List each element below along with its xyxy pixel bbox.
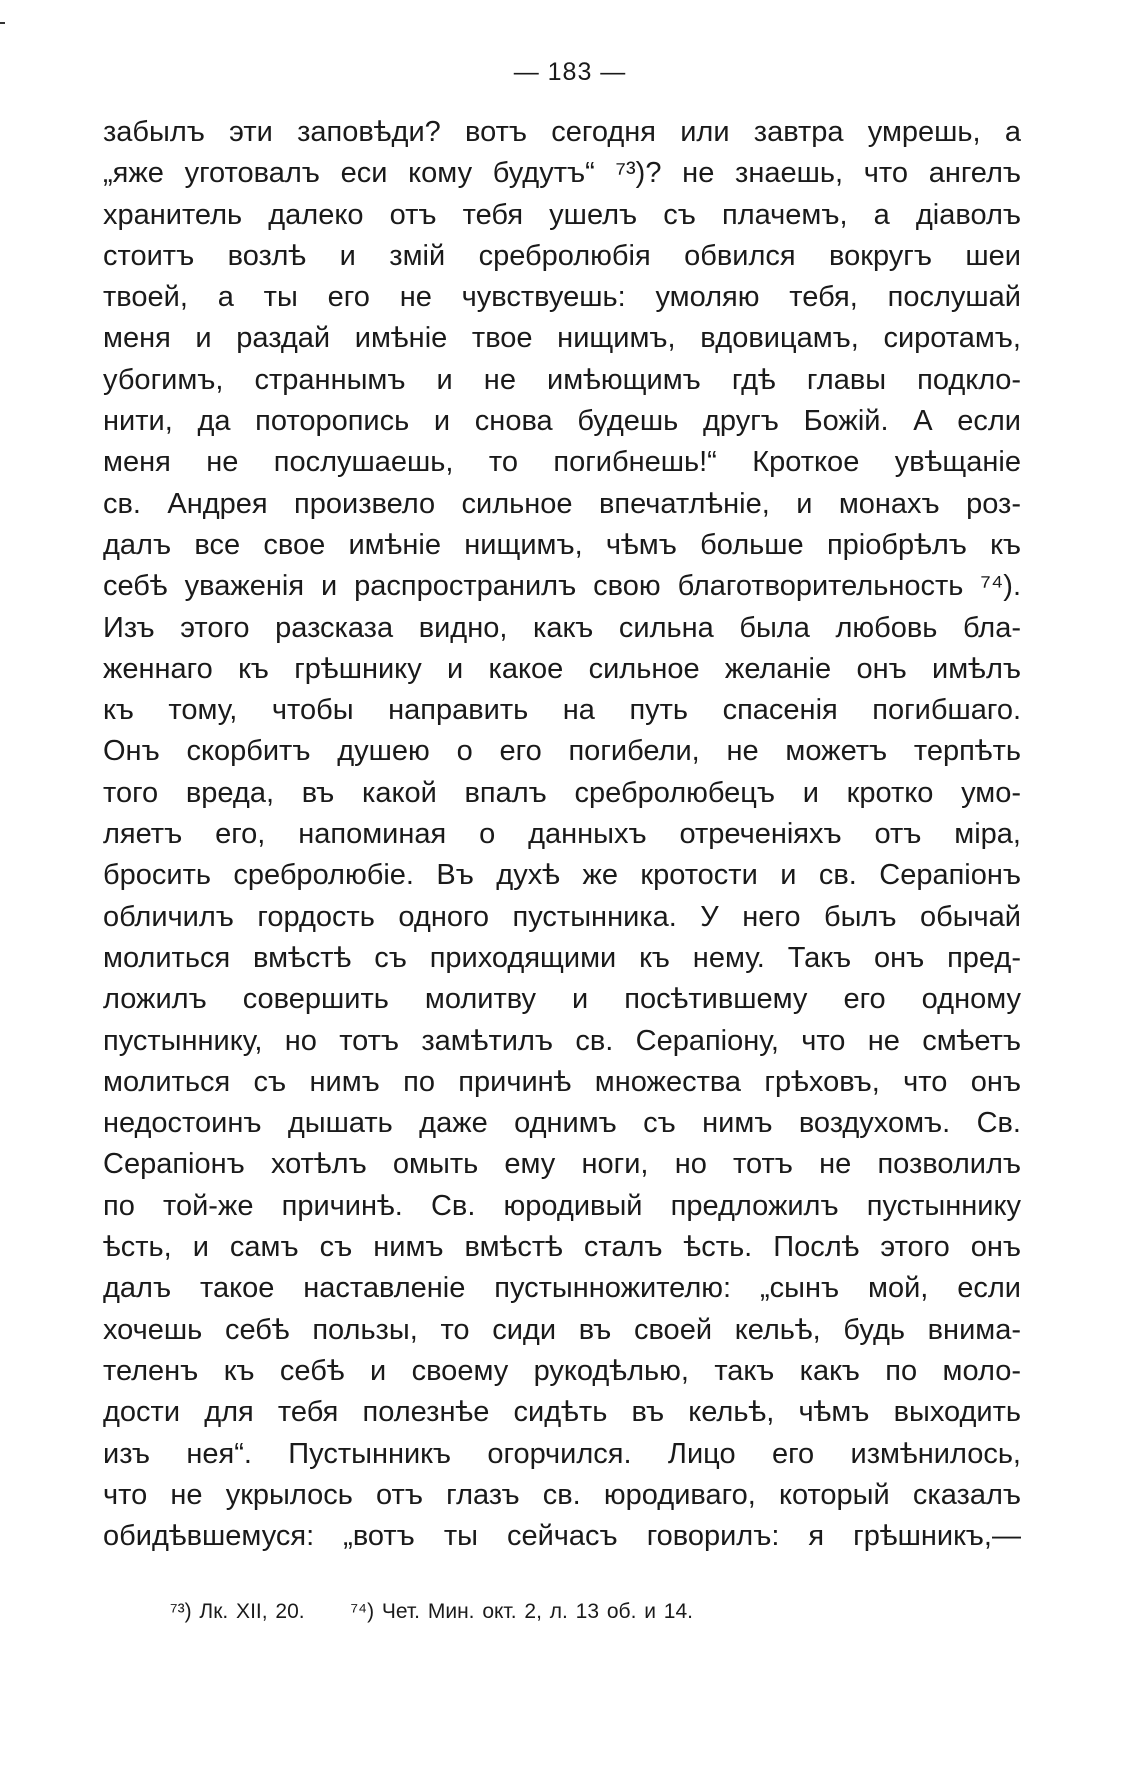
page-number: — 183 — <box>513 58 627 86</box>
text-line: „яже уготовалъ еси кому будутъ“ ⁷³)? не знаешь, что ангелъ <box>103 157 1021 190</box>
text-line: хочешь себѣ пользы, то сиди въ своей кельѣ, будь внима- <box>103 1313 1021 1346</box>
text-line: молиться съ нимъ по причинѣ множества грѣховъ, что онъ <box>103 1065 1021 1098</box>
text-line: себѣ уваженія и распространилъ свою благотворительность ⁷⁴). <box>103 570 1021 603</box>
text-line: убогимъ, страннымъ и не имѣющимъ гдѣ главы подклo- <box>103 363 1021 396</box>
text-line: Онъ скорбитъ душею о его погибели, не можетъ терпѣть <box>103 735 1021 768</box>
footnote-74: ⁷⁴) Чет. Мин. окт. 2, л. 13 об. и 14. <box>350 1600 693 1623</box>
text-line: далъ все свое имѣніе нищимъ, чѣмъ больше пріобрѣлъ къ <box>103 528 1021 561</box>
text-line: дости для тебя полезнѣе сидѣть въ кельѣ, чѣмъ выходить <box>103 1396 1021 1429</box>
text-line: меня и раздай имѣніе твое нищимъ, вдовицамъ, сиротамъ, <box>103 322 1021 355</box>
text-line: Серапіонъ хотѣлъ омыть ему ноги, но тотъ не позволилъ <box>103 1148 1021 1181</box>
text-line: къ тому, чтобы направить на путь спасенія погибшаго. <box>103 694 1021 727</box>
text-line: изъ нея“. Пустынникъ огорчился. Лицо его измѣнилось, <box>103 1437 1021 1470</box>
text-line: стоитъ возлѣ и змій сребролюбія обвился вокругъ шеи <box>103 239 1021 272</box>
text-line: св. Андрея произвело сильное впечатлѣніе, и монахъ роз- <box>103 487 1021 520</box>
text-line: Изъ этого разсказа видно, какъ сильна была любовь бла- <box>103 611 1021 644</box>
text-line: ляетъ его, напоминая о данныхъ отреченіяхъ отъ міра, <box>103 818 1021 851</box>
text-line: бросить сребролюбіе. Въ духѣ же кротости и св. Серапіонъ <box>103 859 1021 892</box>
text-line: женнаго къ грѣшнику и какое сильное желаніе онъ имѣлъ <box>103 652 1021 685</box>
scan-edge-mark <box>0 22 5 24</box>
text-line: молиться вмѣстѣ съ приходящими къ нему. Такъ онъ пред- <box>103 941 1021 974</box>
footnote-73: ⁷³) Лк. XII, 20. <box>170 1600 305 1623</box>
text-line: ложилъ совершить молитву и посѣтившему его одному <box>103 983 1021 1016</box>
text-line: ѣсть, и самъ съ нимъ вмѣстѣ сталъ ѣсть. Послѣ этого онъ <box>103 1231 1021 1264</box>
text-line: по той-же причинѣ. Св. юродивый предложилъ пустыннику <box>103 1189 1021 1222</box>
text-line: обличилъ гордость одного пустынника. У него былъ обычай <box>103 900 1021 933</box>
text-line: далъ такое наставленіе пустынножителю: „сынъ мой, если <box>103 1272 1021 1305</box>
body-text <box>103 112 1021 1557</box>
text-line: того вреда, въ какой впалъ сребролюбецъ и кротко умо- <box>103 776 1021 809</box>
footnotes <box>170 1600 693 1624</box>
text-line: нити, да поторопись и снова будешь другъ Божій. А если <box>103 405 1021 438</box>
text-line: что не укрылось отъ глазъ св. юродиваго, который сказалъ <box>103 1478 1021 1511</box>
text-line: меня не послушаешь, то погибнешь!“ Кроткое увѣщаніе <box>103 446 1021 479</box>
text-line: хранитель далеко отъ тебя ушелъ съ плачемъ, а діаволъ <box>103 198 1021 231</box>
text-line: недостоинъ дышать даже однимъ съ нимъ воздухомъ. Св. <box>103 1107 1021 1140</box>
text-line: забылъ эти заповѣди? вотъ сегодня или завтра умрешь, а <box>103 116 1021 148</box>
text-line: пустыннику, но тотъ замѣтилъ св. Серапіону, что не смѣетъ <box>103 1024 1021 1057</box>
text-line: теленъ къ себѣ и своему рукодѣлью, такъ какъ по моло- <box>103 1354 1021 1387</box>
text-line: обидѣвшемуся: „вотъ ты сейчасъ говорилъ: я грѣшникъ,— <box>103 1520 1021 1553</box>
text-line: твоей, а ты его не чувствуешь: умоляю тебя, послушай <box>103 281 1021 314</box>
